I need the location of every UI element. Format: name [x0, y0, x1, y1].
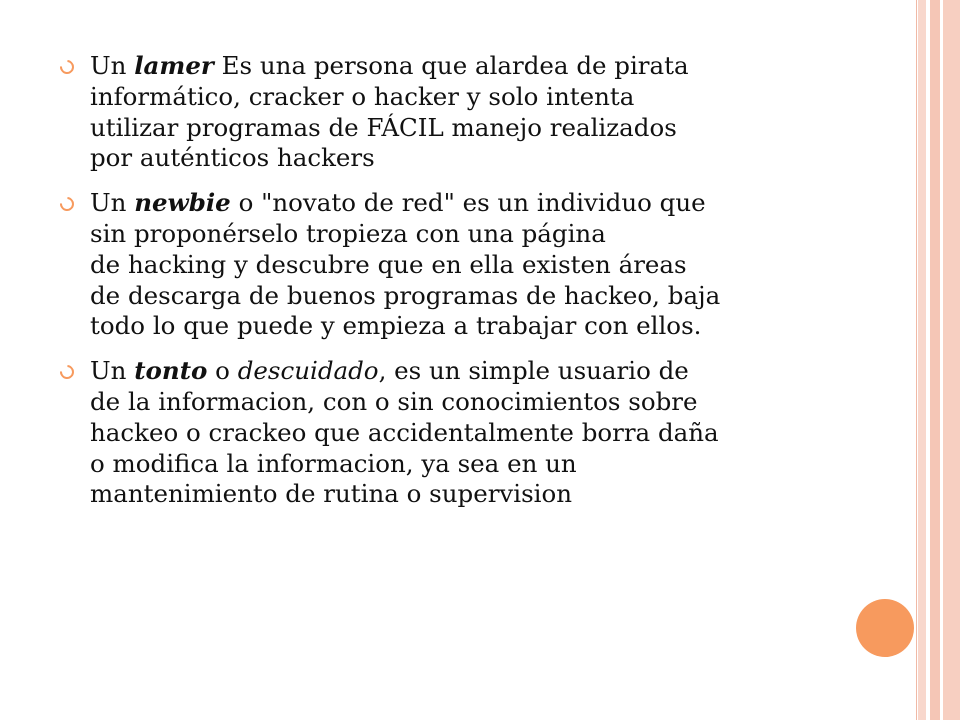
bullet-lamer — [60, 51, 840, 174]
bullet-line: todo lo que puede y empieza a trabajar con ellos. — [90, 311, 702, 341]
bullet-prefix: Un — [90, 356, 127, 386]
bullet-line: sin proponérselo tropieza con una página — [90, 218, 606, 248]
bullet-marker-icon — [57, 362, 77, 382]
bullet-line: de hacking y descubre que en ella existen áreas — [90, 249, 687, 279]
bullet-line — [90, 51, 840, 82]
bullet-line: por auténticos hackers — [90, 143, 375, 173]
bullet-line: de la informacion, con o sin conocimientos sobre — [90, 386, 698, 416]
bullet-term-secondary: descuidado — [237, 356, 379, 386]
bullet-term: newbie — [134, 188, 231, 218]
bullet-text: Es una persona que alardea de pirata — [221, 51, 689, 80]
bullet-tonto — [60, 356, 840, 510]
bullet-line: de descarga de buenos programas de hackeo, baja — [90, 280, 721, 310]
decorative-stripe — [943, 0, 960, 720]
bullet-prefix: Un — [90, 51, 127, 80]
bullet-text: , es un simple usuario de — [378, 356, 689, 386]
divider-line — [916, 0, 917, 720]
bullet-line: utilizar programas de FÁCIL manejo realizados — [90, 112, 677, 142]
bullet-text: o "novato de red" es un individuo que — [238, 188, 706, 218]
accent-circle — [856, 599, 914, 657]
bullet-line: mantenimiento de rutina o supervision — [90, 479, 573, 509]
bullet-term: lamer — [134, 51, 214, 80]
decorative-stripe — [918, 0, 926, 720]
bullet-line: informático, cracker o hacker y solo intenta — [90, 81, 635, 111]
bullet-marker-icon — [57, 194, 77, 214]
bullet-line — [90, 188, 840, 219]
bullet-line: o modifica la informacion, ya sea en un — [90, 448, 577, 478]
bullet-list — [60, 51, 840, 524]
bullet-line — [90, 356, 840, 387]
bullet-prefix: Un — [90, 188, 127, 218]
bullet-marker-icon — [57, 57, 77, 77]
bullet-line: hackeo o crackeo que accidentalmente borra daña — [90, 417, 719, 447]
bullet-connector: o — [215, 356, 230, 386]
bullet-newbie — [60, 188, 840, 342]
bullet-term: tonto — [134, 356, 208, 386]
decorative-stripe — [930, 0, 940, 720]
